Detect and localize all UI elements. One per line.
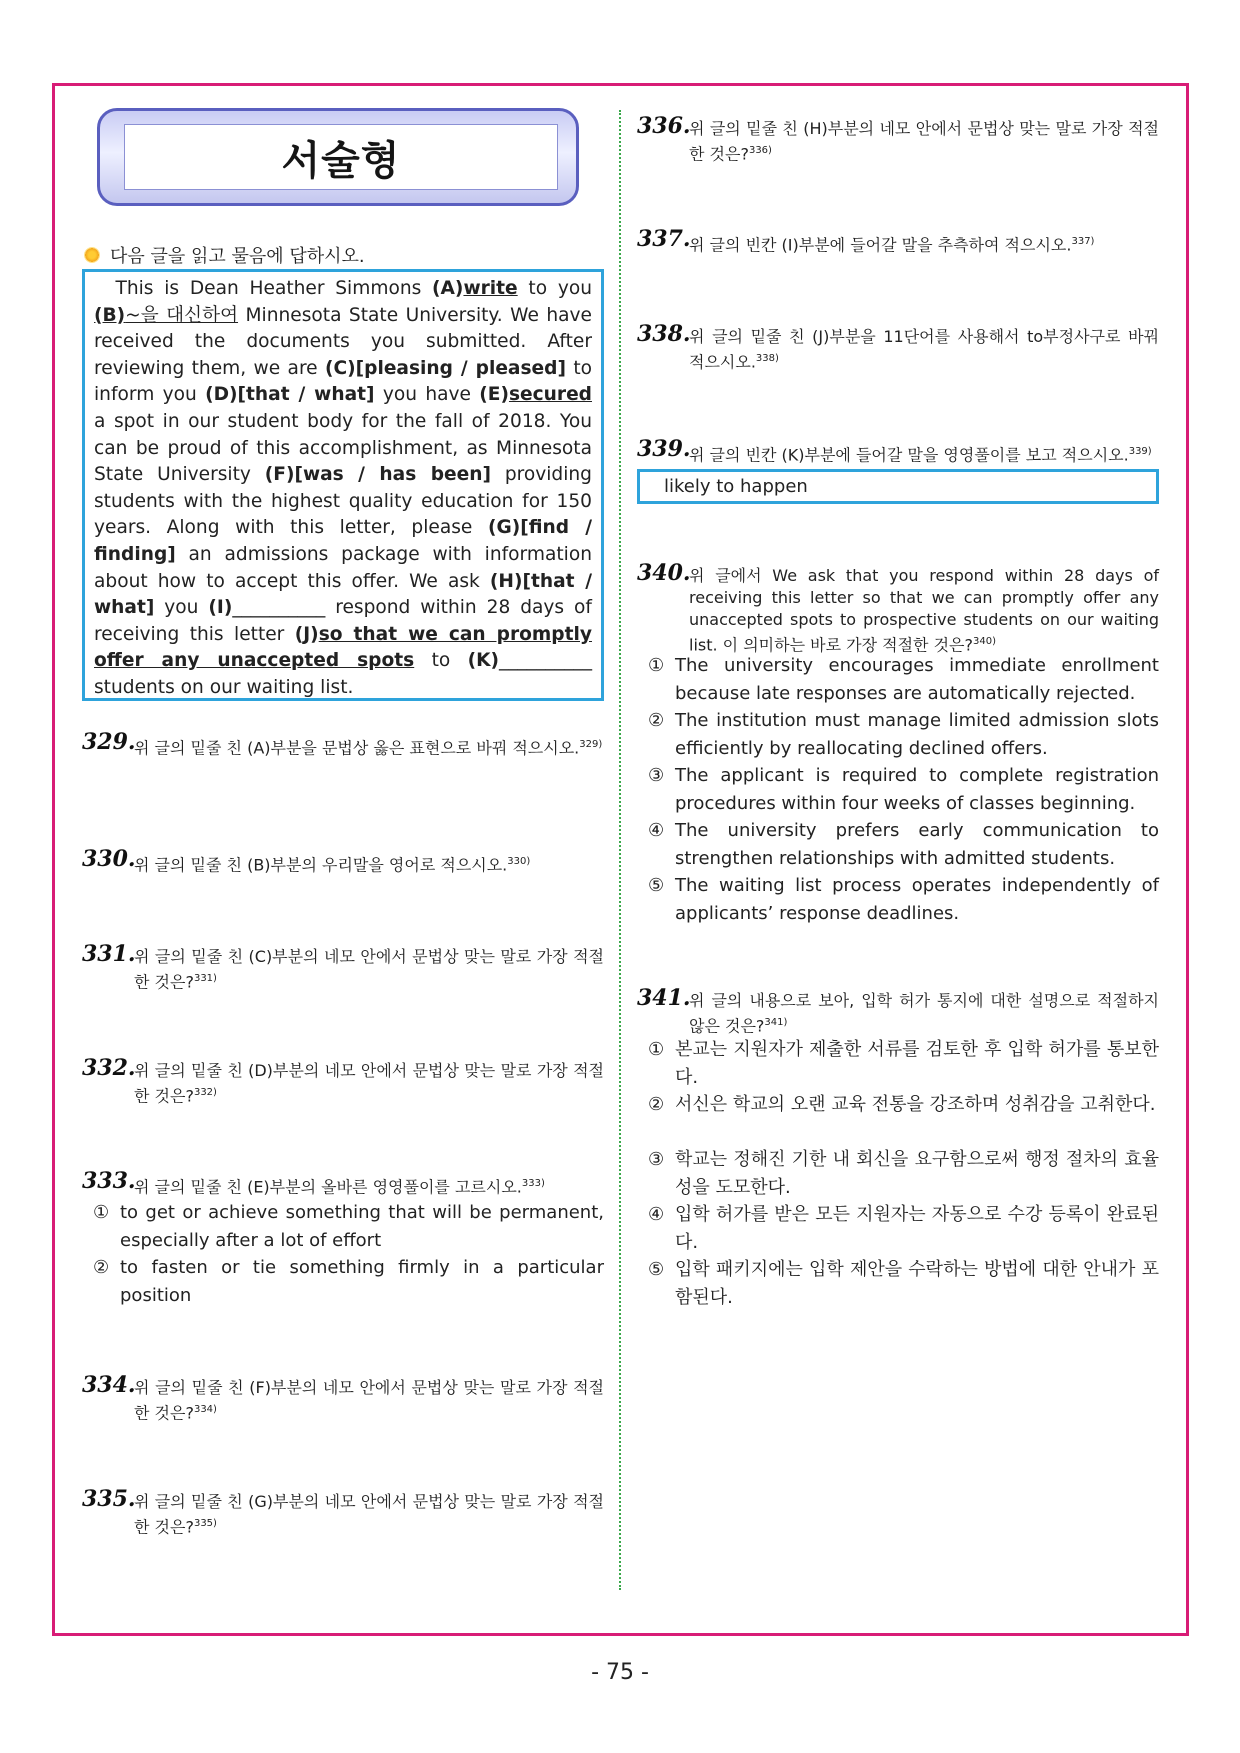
- blank-i: __________ respond within 28 days of receiving this letter: [94, 597, 592, 645]
- option-text: The waiting list process operates independently of applicants’ response deadlines.: [675, 875, 1159, 924]
- underlined-a: write: [463, 278, 518, 299]
- label-e: (E): [479, 384, 509, 406]
- label-a: (A): [432, 278, 464, 299]
- option-mark: ⑤: [648, 1259, 665, 1280]
- footnote-marker: 337): [1071, 236, 1095, 247]
- footnote-marker: 340): [972, 636, 996, 647]
- option-text: The institution must manage limited admission slots efficiently by reallocating declined offers.: [675, 710, 1159, 759]
- blank-k: __________ students on our waiting list.: [94, 650, 592, 698]
- option-text: to get or achieve something that will be permanent, especially after a lot of effort: [120, 1202, 604, 1251]
- passage-text: a spot in our student body for the fall of 2018. You can be proud of this accomplishment, as Minnesota State University: [94, 410, 592, 486]
- option-text: 입학 패키지에는 입학 제안을 수락하는 방법에 대한 안내가 포함된다.: [675, 1259, 1159, 1308]
- passage-text: This is Dean Heather Simmons: [115, 278, 433, 299]
- question-338: [637, 321, 1159, 373]
- option-mark: ②: [93, 1257, 110, 1278]
- instruction-text: 다음 글을 읽고 물음에 답하시오.: [110, 246, 365, 267]
- footnote-marker: 332): [193, 1087, 217, 1098]
- section-title: 서술형: [124, 124, 558, 190]
- page-number: - 75 -: [591, 1660, 649, 1685]
- option-341-3[interactable]: [648, 1146, 1159, 1201]
- footnote-marker: 338): [755, 353, 779, 364]
- question-number: 339.: [637, 436, 691, 462]
- choice-d: (D)[that / what]: [205, 384, 375, 406]
- footnote-marker: 335): [193, 1518, 217, 1529]
- footnote-marker: 331): [193, 973, 217, 984]
- question-341: [637, 985, 1159, 1037]
- question-number: 338.: [637, 321, 691, 347]
- option-mark: ④: [648, 820, 665, 841]
- definition-hint-box: likely to happen: [637, 469, 1159, 504]
- option-341-4[interactable]: [648, 1201, 1159, 1256]
- question-text: 위 글의 내용으로 보아, 입학 허가 통지에 대한 설명으로 적절하지 않은 것은?: [689, 991, 1159, 1036]
- flower-icon: [84, 247, 100, 263]
- question-number: 340.: [637, 560, 691, 586]
- question-340: [637, 560, 1159, 656]
- underlined-b: ~을 대신하여: [125, 304, 239, 326]
- option-341-5[interactable]: [648, 1256, 1159, 1311]
- column-divider: [619, 110, 621, 1590]
- option-text: The applicant is required to complete registration procedures within four weeks of classes beginning.: [675, 765, 1159, 814]
- question-text: 위 글의 밑줄 친 (B)부분의 우리말을 영어로 적으시오.: [134, 855, 508, 875]
- underlined-e: secured: [508, 384, 592, 406]
- option-340-4[interactable]: [648, 817, 1159, 872]
- question-number: 333.: [82, 1168, 136, 1194]
- option-text: to fasten or tie something firmly in a particular position: [120, 1257, 604, 1306]
- option-341-2[interactable]: [648, 1091, 1159, 1119]
- footnote-marker: 339): [1128, 446, 1152, 457]
- label-j: (J): [294, 623, 319, 645]
- option-text: 학교는 정해진 기한 내 회신을 요구함으로써 행정 절차의 효율성을 도모한다.: [675, 1149, 1159, 1198]
- option-mark: ②: [648, 710, 665, 731]
- question-number: 337.: [637, 226, 691, 252]
- option-text: The university prefers early communication to strengthen relationships with admitted students.: [675, 820, 1159, 869]
- instruction: [84, 242, 365, 268]
- footnote-marker: 333): [521, 1178, 545, 1189]
- question-335: [82, 1486, 604, 1538]
- question-number: 331.: [82, 941, 136, 967]
- question-number: 329.: [82, 729, 136, 755]
- passage-text: to you: [517, 278, 592, 299]
- passage-text: to inform you: [94, 357, 593, 406]
- question-329: [82, 729, 604, 759]
- option-340-2[interactable]: [648, 707, 1159, 762]
- question-330: [82, 846, 604, 876]
- question-text: 위 글의 밑줄 친 (H)부분의 네모 안에서 문법상 맞는 말로 가장 적절한 것은?: [689, 119, 1159, 164]
- question-number: 332.: [82, 1055, 136, 1081]
- footnote-marker: 334): [193, 1404, 217, 1415]
- option-333-2[interactable]: [93, 1254, 604, 1309]
- option-mark: ③: [648, 1149, 665, 1170]
- question-339: [637, 436, 1159, 466]
- question-number: 334.: [82, 1372, 136, 1398]
- reading-passage: [82, 269, 604, 701]
- section-title-box: [97, 108, 579, 206]
- passage-text: to: [414, 650, 468, 672]
- option-mark: ⑤: [648, 875, 665, 896]
- question-text: 위 글에서 We ask that you respond within 28 days of receiving this letter so that we can promptly offer any unaccepted spots to prospective students on our waiting list. 이 의미하는 바로 가장 적절한 것은?: [689, 566, 1159, 655]
- question-text: 위 글의 밑줄 친 (J)부분을 11단어를 사용해서 to부정사구로 바꿔 적으시오.: [689, 327, 1159, 372]
- option-mark: ①: [648, 655, 665, 676]
- option-333-1[interactable]: [93, 1199, 604, 1254]
- question-number: 335.: [82, 1486, 136, 1512]
- question-333: [82, 1168, 604, 1198]
- footnote-marker: 329): [579, 739, 603, 750]
- underlined-j: so that we can promptly offer any unaccepted spots: [94, 623, 592, 672]
- question-336: [637, 113, 1159, 165]
- footnote-marker: 330): [507, 856, 531, 867]
- question-text: 위 글의 밑줄 친 (E)부분의 올바른 영영풀이를 고르시오.: [134, 1177, 522, 1197]
- passage-text: providing students with the highest quality education for 150 years. Along with this letter, please: [94, 464, 592, 539]
- label-i: (I): [208, 597, 233, 619]
- question-text: 위 글의 밑줄 친 (A)부분을 문법상 옳은 표현으로 바꿔 적으시오.: [134, 738, 580, 758]
- question-number: 330.: [82, 846, 136, 872]
- question-text: 위 글의 밑줄 친 (D)부분의 네모 안에서 문법상 맞는 말로 가장 적절한 것은?: [134, 1061, 604, 1106]
- option-text: The university encourages immediate enrollment because late responses are automatically rejected.: [675, 655, 1159, 704]
- option-mark: ①: [93, 1202, 110, 1223]
- choice-c: (C)[pleasing / pleased]: [325, 357, 566, 379]
- question-text: 위 글의 밑줄 친 (G)부분의 네모 안에서 문법상 맞는 말로 가장 적절한 것은?: [134, 1492, 604, 1537]
- option-text: 입학 허가를 받은 모든 지원자는 자동으로 수강 등록이 완료된다.: [675, 1204, 1159, 1253]
- passage-text: an admissions package with information about how to accept this offer. We ask: [94, 543, 592, 592]
- passage-text: you have: [374, 384, 480, 406]
- passage-text: you: [154, 597, 209, 619]
- label-k: (K): [467, 650, 500, 672]
- choice-g: (G)[find / finding]: [94, 517, 592, 565]
- option-mark: ③: [648, 765, 665, 786]
- passage-text: Minnesota State University. We have received the documents you submitted. After reviewing them, we are: [94, 304, 592, 379]
- option-340-5[interactable]: [648, 872, 1159, 927]
- footnote-marker: 341): [764, 1017, 788, 1028]
- option-mark: ①: [648, 1039, 665, 1060]
- question-text: 위 글의 빈칸 (I)부분에 들어갈 말을 추측하여 적으시오.: [689, 235, 1072, 255]
- option-340-3[interactable]: [648, 762, 1159, 817]
- question-number: 336.: [637, 113, 691, 139]
- option-340-1[interactable]: [648, 652, 1159, 707]
- option-text: 서신은 학교의 오랜 교육 전통을 강조하며 성취감을 고취한다.: [675, 1094, 1156, 1115]
- option-341-1[interactable]: [648, 1036, 1159, 1091]
- question-text: 위 글의 밑줄 친 (F)부분의 네모 안에서 문법상 맞는 말로 가장 적절한 것은?: [134, 1378, 604, 1423]
- label-b: (B): [94, 304, 126, 326]
- question-331: [82, 941, 604, 993]
- option-mark: ②: [648, 1094, 665, 1115]
- option-text: 본교는 지원자가 제출한 서류를 검토한 후 입학 허가를 통보한다.: [675, 1039, 1159, 1088]
- option-mark: ④: [648, 1204, 665, 1225]
- question-text: 위 글의 빈칸 (K)부분에 들어갈 말을 영영풀이를 보고 적으시오.: [689, 445, 1129, 465]
- question-337: [637, 226, 1159, 256]
- question-number: 341.: [637, 985, 691, 1011]
- question-332: [82, 1055, 604, 1107]
- choice-h: (H)[that / what]: [94, 570, 592, 619]
- question-text: 위 글의 밑줄 친 (C)부분의 네모 안에서 문법상 맞는 말로 가장 적절한 것은?: [134, 947, 604, 992]
- choice-f: (F)[was / has been]: [264, 464, 491, 486]
- question-334: [82, 1372, 604, 1424]
- footnote-marker: 336): [748, 145, 772, 156]
